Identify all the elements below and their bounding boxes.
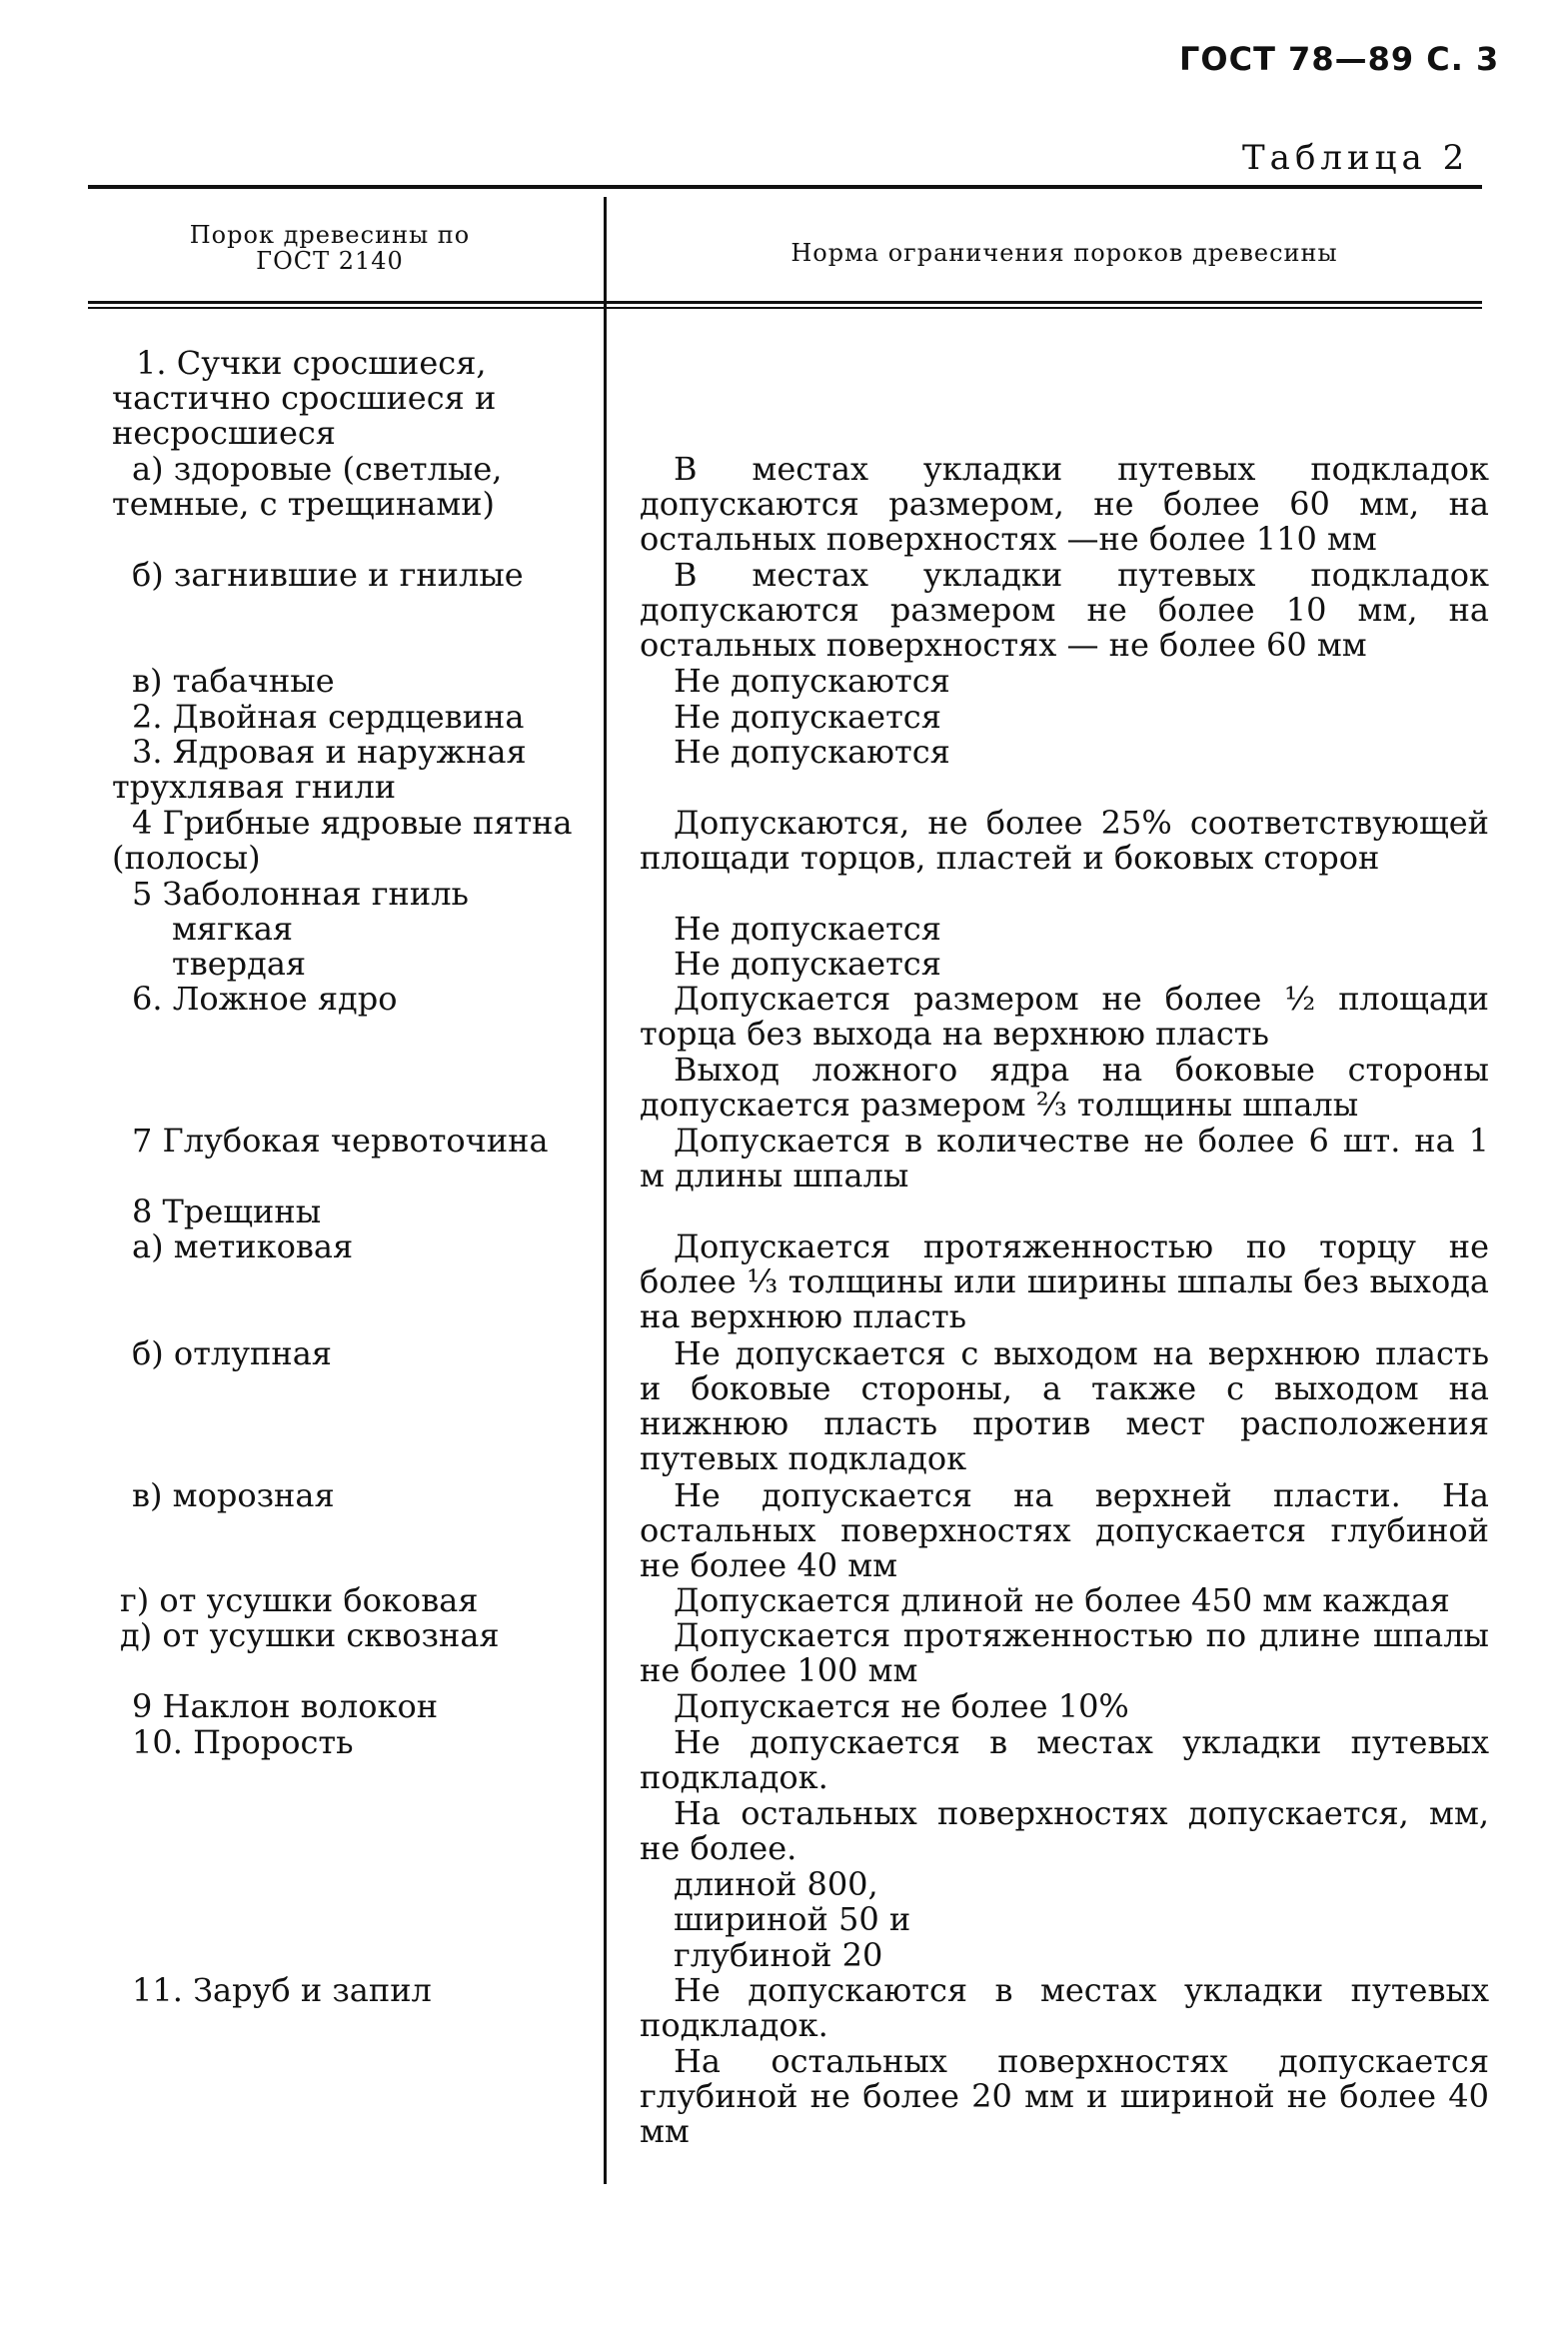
defect-cell: 11. Заруб и запил — [132, 1971, 432, 2009]
defect-cell: а) здоровые (светлые, темные, с трещинами) — [112, 450, 503, 523]
norm-cell: Допускается размером не более ½ площади торца без выхода на верхнюю пласть — [640, 980, 1489, 1053]
header-bottom-rule-2 — [88, 307, 1482, 309]
defect-cell: в) табачные — [132, 662, 335, 700]
defect-cell: б) отлупная — [132, 1334, 332, 1372]
defect-cell: твердая — [172, 945, 307, 983]
defect-cell: 2. Двойная сердцевина — [132, 698, 525, 736]
norm-cell: Допускаются, не более 25% соответствующей площади торцов, пластей и боковых сторон — [640, 804, 1489, 877]
norm-cell: На остальных поверхностях допускается, мм, не более. — [640, 1794, 1489, 1867]
norm-cell: Не допускается на верхней пласти. На остальных поверхностях допускается глубиной не более 40 мм — [640, 1476, 1489, 1584]
norm-cell: Не допускается в местах укладки путевых подкладок. — [640, 1723, 1489, 1796]
defect-cell: д) от усушки сквозная — [120, 1616, 500, 1654]
header-bottom-rule — [88, 301, 1482, 304]
column-divider — [604, 197, 607, 2184]
defect-cell: мягкая — [172, 910, 294, 948]
norm-cell: шириной 50 и — [674, 1900, 911, 1938]
norm-cell: Не допускается — [674, 698, 941, 736]
defect-cell: г) от усушки боковая — [120, 1581, 479, 1619]
defect-cell: 6. Ложное ядро — [132, 980, 398, 1018]
norm-cell: Допускается не более 10% — [674, 1687, 1129, 1725]
norm-cell: Не допускаются — [674, 733, 950, 771]
page-number: ГОСТ 78—89 С. 3 — [1179, 40, 1500, 78]
norm-cell: В местах укладки путевых подкладок допускаются размером, не более 60 мм, на остальных поверхностях —не более 110 мм — [640, 450, 1489, 558]
norm-cell: глубиной 20 — [674, 1936, 883, 1974]
table-top-rule — [88, 185, 1482, 189]
norm-cell: Не допускается с выходом на верхнюю пласть и боковые стороны, а также с выходом на нижнюю пласть против мест расположения путевых подкладок — [640, 1334, 1489, 1477]
column-header-defect: Порок древесины по ГОСТ 2140 — [189, 221, 471, 275]
column-header-norm: Норма ограничения пороков древесины — [790, 239, 1338, 267]
defect-cell: 4 Грибные ядровые пятна (полосы) — [112, 804, 573, 877]
defect-cell: 5 Заболонная гниль — [132, 875, 469, 913]
defect-cell: 9 Наклон волокон — [132, 1687, 439, 1725]
norm-cell: Допускается протяженностью по торцу не более ⅓ толщины или ширины шпалы без выхода на верхнюю пласть — [640, 1227, 1489, 1335]
norm-cell: Не допускаются в местах укладки путевых подкладок. — [640, 1971, 1489, 2044]
defect-cell: 7 Глубокая червоточина — [132, 1122, 549, 1160]
norm-cell: Не допускается — [674, 945, 941, 983]
norm-cell: Выход ложного ядра на боковые стороны допускается размером ⅔ толщины шпалы — [640, 1051, 1489, 1124]
defect-cell: в) морозная — [132, 1476, 335, 1514]
norm-cell: Не допускаются — [674, 662, 950, 700]
defect-cell: 10. Прорость — [132, 1723, 354, 1761]
norm-cell: На остальных поверхностях допускается глубиной не более 20 мм и шириной не более 40 мм — [640, 2042, 1489, 2150]
table-label: Таблица 2 — [1242, 138, 1470, 178]
norm-cell: Допускается длиной не более 450 мм каждая — [674, 1581, 1450, 1619]
defect-cell: 1. Сучки сросшиеся, частично сросшиеся и несросшиеся — [112, 344, 497, 452]
norm-cell: В местах укладки путевых подкладок допускаются размером не более 10 мм, на остальных поверхностях — не более 60 мм — [640, 556, 1489, 664]
defect-cell: 3. Ядровая и наружная трухлявая гнили — [112, 733, 527, 806]
defect-cell: 8 Трещины — [132, 1192, 322, 1230]
norm-cell: длиной 800, — [674, 1865, 878, 1903]
norm-cell: Допускается протяженностью по длине шпалы не более 100 мм — [640, 1616, 1489, 1689]
defect-cell: а) метиковая — [132, 1227, 354, 1265]
defect-cell: б) загнившие и гнилые — [132, 556, 524, 594]
norm-cell: Допускается в количестве не более 6 шт. на 1 м длины шпалы — [640, 1122, 1489, 1194]
norm-cell: Не допускается — [674, 910, 941, 948]
